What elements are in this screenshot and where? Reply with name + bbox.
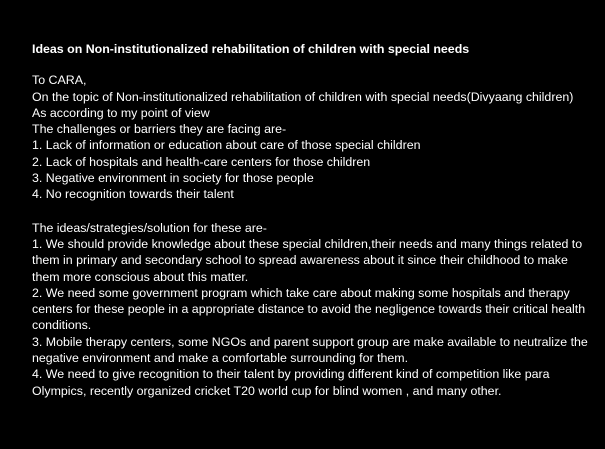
idea-item: 4. We need to give recognition to their talent by providing different kind of competition like para Olympics, recently organized cricket T20 world cup for blind women , and many other. xyxy=(32,367,550,398)
viewpoint-line: As according to my point of view xyxy=(32,105,210,120)
idea-item: 3. Mobile therapy centers, some NGOs and parent support group are make available to neutralize the negative environment and make a comfortable surrounding for them. xyxy=(32,334,588,366)
idea-item: 1. We should provide knowledge about these special children,their needs and many things related to them in primary and secondary school to spread awareness about it since their childhood to make them more conscious about this matter. xyxy=(32,236,583,284)
intro-section xyxy=(32,72,592,137)
spacer xyxy=(32,57,592,72)
document-body xyxy=(32,41,592,399)
challenges-list xyxy=(32,137,592,202)
document-title: Ideas on Non-institutionalized rehabilitation of children with special needs xyxy=(32,42,470,56)
idea-item: 2. We need some government program which take care about making some hospitals and therapy centers for these people in a appropriate distance to avoid the negligence towards their critical health conditions. xyxy=(32,285,586,333)
spacer xyxy=(32,203,592,220)
topic-line: On the topic of Non-institutionalized rehabilitation of children with special needs(Divyaang children) xyxy=(32,89,574,104)
challenges-heading: The challenges or barriers they are facing are- xyxy=(32,122,287,137)
ideas-heading: The ideas/strategies/solution for these are- xyxy=(32,220,267,235)
challenge-item: 1. Lack of information or education about care of those special children xyxy=(32,138,421,153)
challenge-item: 2. Lack of hospitals and health-care centers for those children xyxy=(32,154,371,169)
salutation: To CARA, xyxy=(32,73,87,88)
challenge-item: 4. No recognition towards their talent xyxy=(32,187,234,202)
ideas-list xyxy=(32,236,592,399)
challenge-item: 3. Negative environment in society for those people xyxy=(32,171,314,186)
